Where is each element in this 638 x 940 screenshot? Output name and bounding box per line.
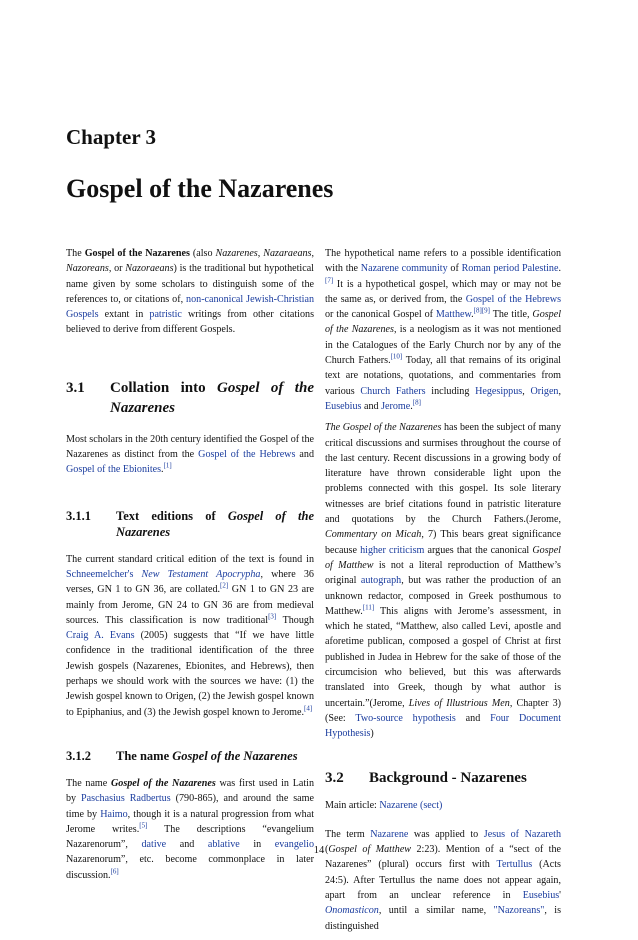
intro-paragraph: The Gospel of the Nazarenes (also Nazarenes, Nazaraeans, Nazoreans, or Nazoraeans) is the traditional but hypothetical name given by some scholars to distinguish some of the references to, or citations of, non-canonical Jewish-Christian Gospels extant in patristic writings from other citations believed to derive from different Gospels.	[66, 248, 315, 336]
link-evangelio[interactable]: evangelio	[274, 839, 315, 851]
citation-5[interactable]: [5]	[139, 821, 148, 830]
link-nazoreans[interactable]: "Nazoreans"	[493, 905, 545, 917]
link-nazarene-sect[interactable]: Nazarene (sect)	[379, 799, 443, 811]
link-gospel-hebrews-2[interactable]: Gospel of the Hebrews	[465, 293, 562, 305]
link-jerome[interactable]: Jerome	[381, 400, 411, 412]
link-nazarene-community[interactable]: Nazarene community	[360, 263, 448, 275]
citation-3[interactable]: [3]	[268, 612, 277, 621]
link-nazarene[interactable]: Nazarene	[370, 828, 409, 840]
right-paragraph-1: The hypothetical name refers to a possible identification with the Nazarene community of Roman period Palestine.[7] It is a hypothetical gospel, which may or may not be the same as, or derived from, the Gospel of the Hebrews or the canonical Gospel of Matthew.[8][9] The title, Gospel of the Nazarenes, is a neologism as it was not mentioned in the Catalogues of the Early Church nor by any of the Church Fathers.[10] Today, all that remains of its original text are notations, quotations, and commentaries from various Church Fathers including Hegesippus, Origen, Eusebius and Jerome.[8]	[325, 248, 562, 412]
link-nt-apocrypha[interactable]: New Testament Apocrypha	[141, 568, 261, 580]
link-tertullus[interactable]: Tertullus	[496, 859, 533, 871]
link-dative[interactable]: dative	[141, 839, 167, 851]
citation-8-9[interactable]: [8][9]	[473, 306, 490, 315]
citation-11[interactable]: [11]	[362, 603, 375, 612]
citation-2[interactable]: [2]	[220, 581, 229, 590]
link-four-document[interactable]: Four Document Hypothesis	[325, 712, 562, 740]
link-matthew[interactable]: Matthew	[435, 309, 472, 321]
link-church-fathers[interactable]: Church Fathers	[360, 385, 426, 397]
section-3-1-1-paragraph: The current standard critical edition of the text is found in Schneemelcher's New Testament Apocrypha, where 36 verses, GN 1 to GN 36, are collated.[2] GN 1 to GN 23 are mainly from Jerome, GN 24 to GN 36 are from medieval sources. This classification is now traditional[3] Though Craig A. Evans (2005) suggests that “If we have little confidence in the traditional identification of the three Jewish gospels (Nazarenes, Ebionites, and Hebrews), then perhaps we should work with the sources we have: (1) the Jewish gospel known to Origen, (2) the Jewish gospel known to Epiphanius, and (3) the Jewish gospel known to Jerome.[4]	[66, 553, 314, 718]
link-paschasius[interactable]: Paschasius Radbertus	[81, 793, 171, 805]
link-autograph[interactable]: autograph	[360, 575, 402, 587]
section-3-1-heading: 3.1 Collation into Gospel of the Nazarenes	[66, 379, 314, 416]
link-eusebius-2[interactable]: Eusebius	[522, 889, 560, 901]
link-onomasticon[interactable]: Onomasticon	[325, 905, 379, 917]
link-two-source[interactable]: Two-source hypothesis	[355, 712, 456, 724]
link-ablative[interactable]: ablative	[207, 839, 240, 851]
link-hegesippus[interactable]: Hegesippus	[475, 385, 523, 397]
right-paragraph-2: The Gospel of the Nazarenes has been the subject of many critical discussions and surmises throughout the course of the last century. Recent discussions in a growing body of literature have thrown considerable light upon the problems connected with this gospel. Its sole literary witnesses are brief citations found in patristic literature and quotations by the Church Fathers.(Jerome, Commentary on Micah, 7) This bears great significance because higher criticism argues that the canonical Gospel of Matthew is not a literal reproduction of Matthew’s original autograph, but was rather the production of an unknown redactor, composed in Greek posthumous to Matthew.[11] This aligns with Jerome’s assessment, in which he stated, “Matthew, also called Levi, apostle and aforetime publican, composed a gospel of Christ at first published in Judea in Hebrew for the sake of those of the circumcision who believed, but this was afterwards translated into Greek, though by what author is uncertain.”(Jerome, Lives of Illustrious Men, Chapter 3) (See: Two-source hypothesis and Four Document Hypothesis)	[325, 422, 562, 740]
link-higher-criticism[interactable]: higher criticism	[360, 544, 425, 556]
link-patristic[interactable]: patristic	[149, 309, 182, 321]
citation-1[interactable]: [1]	[163, 462, 172, 471]
page-title: Gospel of the Nazarenes	[66, 174, 334, 203]
right-column	[325, 246, 561, 940]
main-article-note: Main article: Nazarene (sect)	[325, 799, 443, 811]
link-roman-palestine[interactable]: Roman period Palestine	[461, 263, 559, 275]
link-gospel-ebionites[interactable]: Gospel of the Ebionites	[66, 464, 162, 476]
section-3-1-1-heading: 3.1.1 Text editions of Gospel of the Nazarenes	[66, 508, 314, 539]
link-eusebius[interactable]: Eusebius	[325, 400, 362, 412]
right-paragraph-3: The term Nazarene was applied to Jesus of Nazareth (Gospel of Matthew 2:23). Mention of a “sect of the Nazarenes” (plural) occurs first with Tertullus (Acts 24:5). After Tertullus the name does not appear again, apart from an unclear reference in Eusebius' Onomasticon, until a similar name, "Nazoreans", is distinguished	[325, 828, 562, 932]
left-column	[66, 246, 314, 889]
section-3-1-2-paragraph: The name Gospel of the Nazarenes was first used in Latin by Paschasius Radbertus (790-865), and around the same time by Haimo, though it is a natural progression from what Jerome writes.[5] The descriptions “evangelium Nazarenorum”, dative and ablative in evangelio Nazarenorum”, etc. become commonplace in later discussion.[6]	[66, 777, 315, 881]
link-origen[interactable]: Origen	[530, 385, 559, 397]
link-haimo[interactable]: Haimo	[100, 808, 128, 820]
link-gospel-hebrews[interactable]: Gospel of the Hebrews	[198, 449, 296, 461]
citation-4[interactable]: [4]	[304, 704, 313, 713]
section-3-1-paragraph: Most scholars in the 20th century identified the Gospel of the Nazarenes as distinct from the Gospel of the Hebrews and Gospel of the Ebionites.[1]	[66, 433, 314, 476]
link-craig-evans[interactable]: Craig A. Evans	[66, 630, 135, 642]
section-3-2-heading: 3.2 Background - Nazarenes	[325, 769, 527, 786]
page-number: 14	[313, 845, 325, 856]
citation-6[interactable]: [6]	[110, 867, 119, 876]
link-jesus-nazareth[interactable]: Jesus of Nazareth	[483, 828, 561, 840]
section-3-1-2-heading: 3.1.2 The name Gospel of the Nazarenes	[66, 748, 298, 763]
chapter-label: Chapter 3	[66, 125, 157, 149]
citation-10[interactable]: [10]	[390, 352, 403, 361]
citation-8b[interactable]: [8]	[412, 398, 421, 407]
link-schneemelcher[interactable]: Schneemelcher's	[66, 568, 134, 580]
citation-7[interactable]: [7]	[325, 276, 334, 285]
link-non-canonical-gospels[interactable]: non-canonical Jewish-Christian Gospels	[66, 293, 314, 321]
